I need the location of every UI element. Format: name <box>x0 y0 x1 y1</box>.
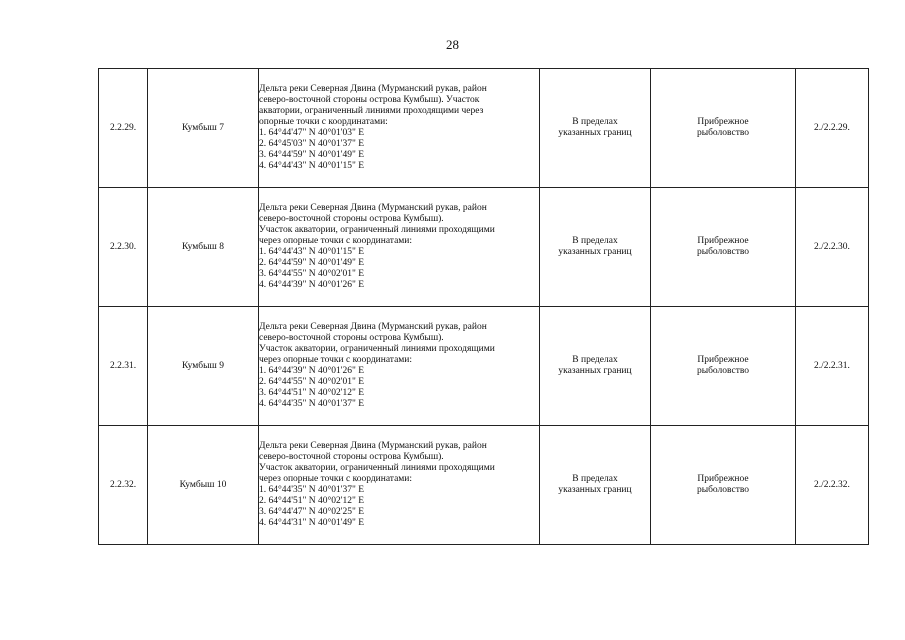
type-line: Прибрежное <box>697 474 749 484</box>
description-line: Дельта реки Северная Двина (Мурманский рукав, район <box>259 203 487 213</box>
coordinate-point: 1. 64°44'47" N 40°01'03" E <box>259 128 365 138</box>
type-line: Прибрежное <box>697 236 749 246</box>
fishing-type <box>651 426 796 545</box>
area-name: Кумбыш 9 <box>148 307 259 426</box>
bounds-line: указанных границ <box>558 366 632 376</box>
coordinate-point: 3. 64°44'59" N 40°01'49" E <box>259 150 365 160</box>
coordinate-point: 2. 64°44'59" N 40°01'49" E <box>259 258 365 268</box>
bounds-line: указанных границ <box>558 247 632 257</box>
table-body <box>99 69 869 545</box>
description-line: северо-восточной стороны острова Кумбыш). Участок <box>259 95 480 105</box>
description-line: Дельта реки Северная Двина (Мурманский рукав, район <box>259 322 487 332</box>
table-row <box>99 69 869 188</box>
type-line: рыболовство <box>696 128 750 138</box>
table-row <box>99 426 869 545</box>
bounds-line: В пределах <box>572 117 618 127</box>
row-number: 2.2.29. <box>99 69 148 188</box>
area-code: 2./2.2.30. <box>796 188 869 307</box>
area-bounds <box>540 307 651 426</box>
fishing-type <box>651 188 796 307</box>
bounds-line: В пределах <box>572 474 618 484</box>
area-name: Кумбыш 10 <box>148 426 259 545</box>
description-line: Дельта реки Северная Двина (Мурманский рукав, район <box>259 84 487 94</box>
coordinate-point: 4. 64°44'35" N 40°01'37" E <box>259 399 365 409</box>
description-line: северо-восточной стороны острова Кумбыш). <box>259 214 444 224</box>
table-row <box>99 307 869 426</box>
description-line: через опорные точки с координатами: <box>259 474 413 484</box>
area-bounds <box>540 69 651 188</box>
fishing-areas-table <box>98 68 869 545</box>
area-description <box>259 307 540 426</box>
description-line: Участок акватории, ограниченный линиями проходящими <box>259 344 495 354</box>
area-bounds <box>540 426 651 545</box>
description-line: акватории, ограниченный линиями проходящими через <box>259 106 484 116</box>
description-line: северо-восточной стороны острова Кумбыш). <box>259 333 444 343</box>
coordinate-point: 1. 64°44'39" N 40°01'26" E <box>259 366 365 376</box>
type-line: рыболовство <box>696 247 750 257</box>
fishing-type <box>651 69 796 188</box>
description-line: северо-восточной стороны острова Кумбыш). <box>259 452 444 462</box>
description-line: Дельта реки Северная Двина (Мурманский рукав, район <box>259 441 487 451</box>
type-line: Прибрежное <box>697 117 749 127</box>
coordinate-point: 2. 64°45'03" N 40°01'37" E <box>259 139 365 149</box>
area-name: Кумбыш 8 <box>148 188 259 307</box>
description-line: опорные точки с координатами: <box>259 117 388 127</box>
coordinate-point: 3. 64°44'47" N 40°02'25" E <box>259 507 365 517</box>
area-code: 2./2.2.29. <box>796 69 869 188</box>
row-number: 2.2.30. <box>99 188 148 307</box>
coordinate-point: 1. 64°44'35" N 40°01'37" E <box>259 485 365 495</box>
coordinate-point: 1. 64°44'43" N 40°01'15" E <box>259 247 365 257</box>
table-row <box>99 188 869 307</box>
description-line: Участок акватории, ограниченный линиями проходящими <box>259 463 495 473</box>
area-code: 2./2.2.31. <box>796 307 869 426</box>
area-bounds <box>540 188 651 307</box>
area-code: 2./2.2.32. <box>796 426 869 545</box>
type-line: рыболовство <box>696 366 750 376</box>
bounds-line: указанных границ <box>558 128 632 138</box>
coordinate-point: 3. 64°44'51" N 40°02'12" E <box>259 388 365 398</box>
row-number: 2.2.31. <box>99 307 148 426</box>
coordinate-point: 3. 64°44'55" N 40°02'01" E <box>259 269 365 279</box>
description-line: Участок акватории, ограниченный линиями проходящими <box>259 225 495 235</box>
page-number: 28 <box>446 37 459 52</box>
coordinate-point: 4. 64°44'39" N 40°01'26" E <box>259 280 365 290</box>
bounds-line: В пределах <box>572 355 618 365</box>
coordinate-point: 4. 64°44'43" N 40°01'15" E <box>259 161 365 171</box>
type-line: рыболовство <box>696 485 750 495</box>
coordinate-point: 4. 64°44'31" N 40°01'49" E <box>259 518 365 528</box>
bounds-line: указанных границ <box>558 485 632 495</box>
area-description <box>259 426 540 545</box>
description-line: через опорные точки с координатами: <box>259 355 413 365</box>
area-description <box>259 69 540 188</box>
type-line: Прибрежное <box>697 355 749 365</box>
area-description <box>259 188 540 307</box>
bounds-line: В пределах <box>572 236 618 246</box>
coordinate-point: 2. 64°44'55" N 40°02'01" E <box>259 377 365 387</box>
area-name: Кумбыш 7 <box>148 69 259 188</box>
coordinate-point: 2. 64°44'51" N 40°02'12" E <box>259 496 365 506</box>
row-number: 2.2.32. <box>99 426 148 545</box>
description-line: через опорные точки с координатами: <box>259 236 413 246</box>
fishing-type <box>651 307 796 426</box>
